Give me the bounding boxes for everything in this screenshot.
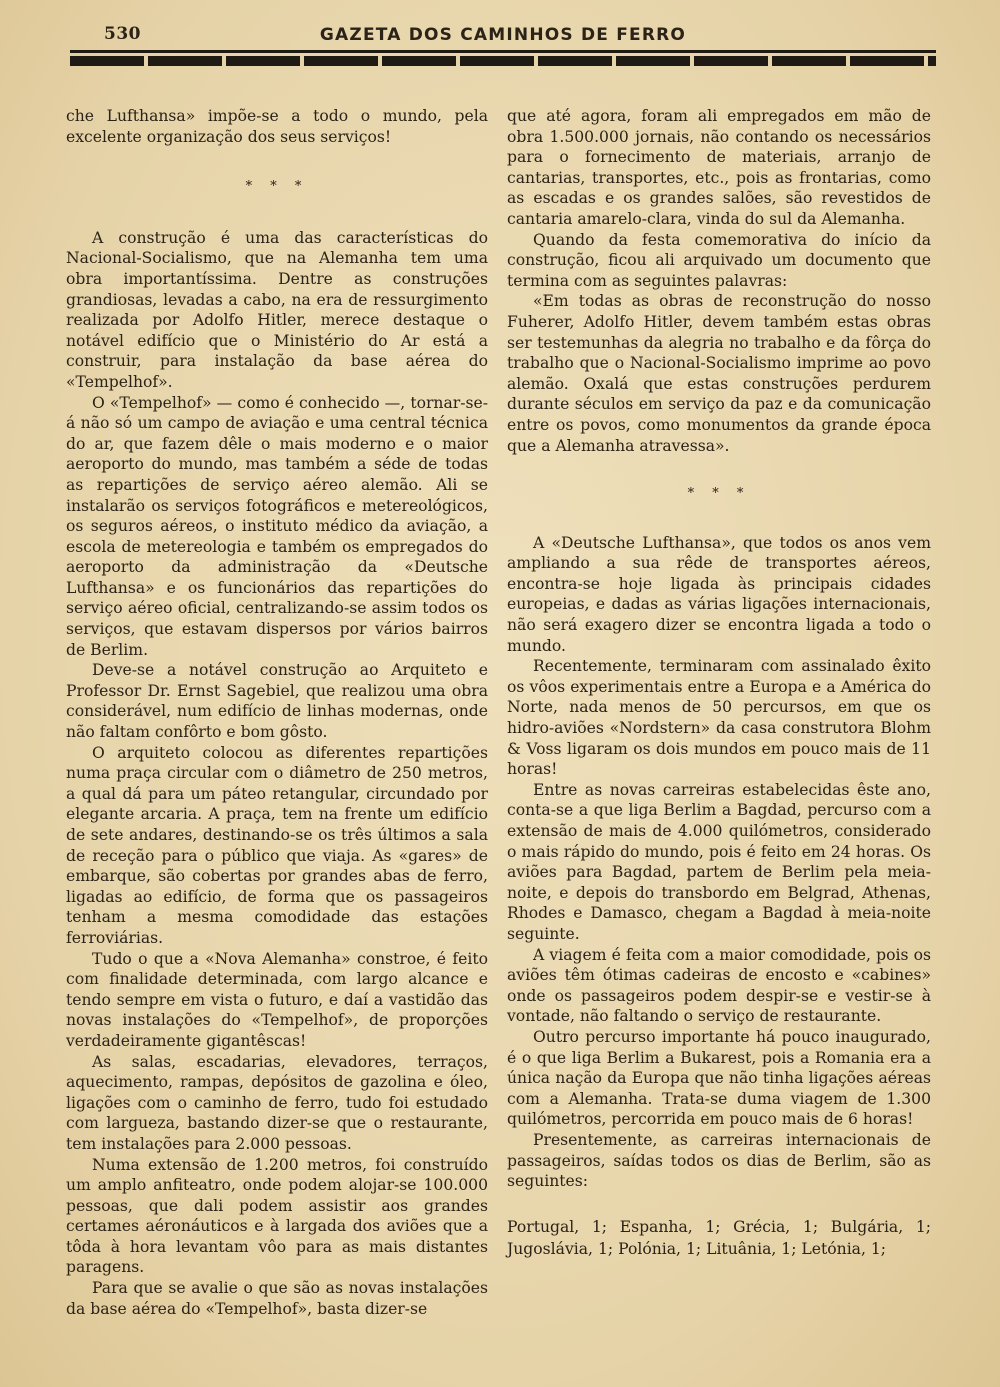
paragraph: Outro percurso importante há pouco inaugurado, é o que liga Berlim a Bukarest, pois a Romania era a única nação da Europa que não tinha ligações aéreas com a Alemanha. Trata-se duma viagem de 1.300 quilómetros, percorrida em pouco mais de 6 horas! [507,1027,931,1129]
page-header [70,22,936,50]
paragraph: A viagem é feita com a maior comodidade, pois os aviões têm ótimas cadeiras de encosto e «cabines» onde os passageiros podem despir-se e vestir-se à vontade, não faltando o serviço de restaurante. [507,945,931,1026]
paragraph: Presentemente, as carreiras internacionais de passageiros, saídas todos os dias de Berlim, são as seguintes: [507,1130,931,1191]
paragraph: que até agora, foram ali empregados em mão de obra 1.500.000 jornais, não contando os necessários para o fornecimento de materiais, arranjo de cantarias, transportes, etc., pois as frontarias, como as escadas e os grandes salões, são revestidos de cantaria amarelo-clara, vinda do sul da Alemanha. [507,107,931,228]
header-rule-thick [70,56,936,66]
right-column [507,106,931,1260]
paragraph: O «Tempelhof» — como é conhecido —, tornar-se-á não só um campo de aviação e uma central técnica do ar, que fazem dêle o mais moderno e o maior aeroporto do mundo, mas também a séde de todas as repartições de serviço aéreo alemão. Ali se instalarão os serviços fotográficos e metereológicos, os seguros aéreos, o instituto médico da aviação, a escola de metereologia e também os empregados do aeroporto da administração da «Deutsche Lufthansa» e os funcionários das repartições do serviço aéreo oficial, centralizando-se assim todos os serviços, que estavam dispersos por vários bairros de Berlim. [66,393,488,659]
journal-title: GAZETA DOS CAMINHOS DE FERRO [319,25,687,45]
header-rule-thin [70,50,936,53]
paragraph: Entre as novas carreiras estabelecidas êste ano, conta-se a que liga Berlim a Bagdad, percurso com a extensão de mais de 4.000 quilómetros, considerado o mais rápido do mundo, pois é feito em 24 horas. Os aviões para Bagdad, partem de Berlim pela meia-noite, e depois do transbordo em Belgrad, Athenas, Rhodes e Damasco, chegam a Bagdad à meia-noite seguinte. [507,780,931,943]
paragraph: Deve-se a notável construção ao Arquiteto e Professor Dr. Ernst Sagebiel, que realizou uma obra considerável, num edifício de linhas modernas, onde não faltam confôrto e bom gôsto. [66,661,488,742]
paragraph: Quando da festa comemorativa do início da construção, ficou ali arquivado um documento que termina com as seguintes palavras: [507,230,931,290]
paragraph: As salas, escadarias, elevadores, terraços, aquecimento, rampas, depósitos de gazolina e óleo, ligações com o caminho de ferro, tudo foi estudado com largueza, bastando dizer-se que o restaurante, tem instalações para 2.000 pessoas. [66,1052,488,1153]
paragraph: A «Deutsche Lufthansa», que todos os anos vem ampliando a sua rêde de transportes aéreos, encontra-se hoje ligada às principais cidades europeias, e dadas as várias ligações internacionais, não será exagero dizer se encontra ligada a todo o mundo. [507,533,931,655]
left-column [66,106,488,1319]
quote-paragraph: «Em todas as obras de reconstrução do nosso Fuherer, Adolfo Hitler, devem também estas obras ser testemunhas da alegria no trabalho e da fôrça do trabalho que o Nacional-Socialismo imprime ao povo alemão. Oxalá que estas construções perdurem durante séculos em serviço da paz e da comunicação entre os povos, como monumentos da grande época que a Alemanha atravessa». [507,292,931,455]
paragraph: che Lufthansa» impõe-se a todo o mundo, pela excelente organização dos seus serviços! [66,107,488,146]
paragraph: Tudo o que a «Nova Alemanha» constroe, é feito com finalidade determinada, com largo alcance e tendo sempre em vista o futuro, e daí a vastidão das novas instalações do «Tempelhof», de proporções verdadeiramente gigantêscas! [66,949,488,1050]
section-separator: * * * [245,179,309,195]
paragraph: Recentemente, terminaram com assinalado êxito os vôos experimentais entre a Europa e a América do Norte, nada menos de 50 percursos, em que os hidro-aviões «Nordstern» da casa construtora Blohm & Voss ligaram os dois mundos em pouco mais de 11 horas! [507,657,931,779]
section-separator: * * * [687,486,751,502]
country-list: Portugal, 1; Espanha, 1; Grécia, 1; Bulgária, 1; Jugoslávia, 1; Polónia, 1; Lituânia, 1; Letónia, 1; [507,1217,931,1258]
paragraph: A construção é uma das características do Nacional-Socialismo, que na Alemanha tem uma obra importantíssima. Dentre as construções grandiosas, levadas a cabo, na era de ressurgimento realizada por Adolfo Hitler, merece destaque o notável edifício que o Ministério do Ar está a construir, para instalação da base aérea do «Tempelhof». [66,228,488,391]
paragraph: O arquiteto colocou as diferentes repartições numa praça circular com o diâmetro de 250 metros, a qual dá para um páteo retangular, circundado por elegante arcaria. A praça, tem na frente um edifício de sete andares, destinando-se os três últimos a sala de receção para o público que viaja. As «gares» de embarque, são cobertas por grandes abas de ferro, ligadas ao edifício, de forma que os passageiros tenham a mesma comodidade das estações ferroviárias. [66,743,488,947]
paragraph: Numa extensão de 1.200 metros, foi construído um amplo anfiteatro, onde podem alojar-se 100.000 pessoas, que dali podem assistir aos grandes certames aéronáuticos e à largada dos aviões que a tôda à hora levantam vôo para as mais distantes paragens. [66,1155,488,1277]
page-number: 530 [104,24,141,44]
paragraph: Para que se avalie o que são as novas instalações da base aérea do «Tempelhof», basta dizer-se [66,1279,488,1318]
